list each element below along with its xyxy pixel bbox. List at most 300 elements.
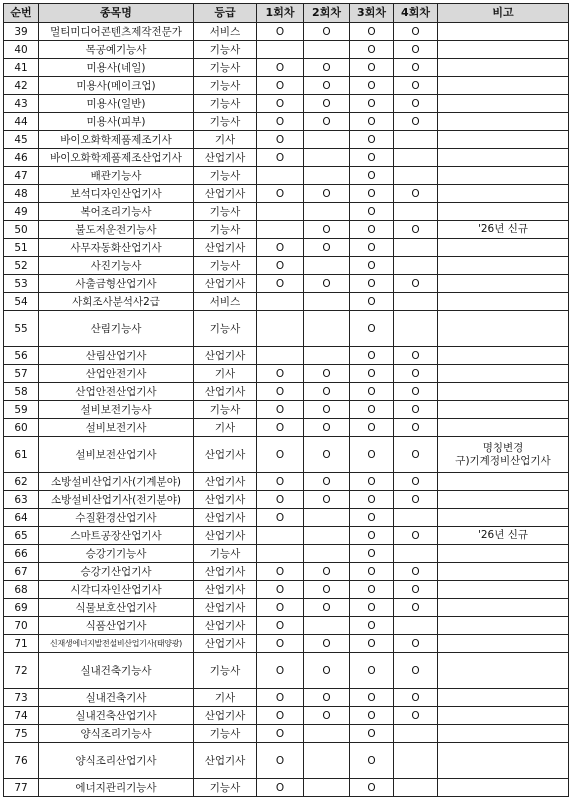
- note-cell: 명칭변경 구)기계정비산업기사: [438, 437, 569, 473]
- table-row: [4, 239, 569, 257]
- table-row: [4, 563, 569, 581]
- round-1-cell: O: [257, 95, 304, 113]
- note-cell: [438, 113, 569, 131]
- round-2-cell: O: [304, 599, 350, 617]
- row-number-cell: 67: [4, 563, 39, 581]
- item-name-cell: 설비보전산업기사: [39, 437, 194, 473]
- round-4-cell: [394, 131, 438, 149]
- note-cell: [438, 491, 569, 509]
- round-1-cell: O: [257, 419, 304, 437]
- grade-cell: 산업기사: [194, 383, 257, 401]
- grade-cell: 기능사: [194, 95, 257, 113]
- round-1-cell: O: [257, 77, 304, 95]
- note-cell: [438, 311, 569, 347]
- grade-cell: 산업기사: [194, 599, 257, 617]
- round-3-cell: O: [350, 365, 394, 383]
- round-2-cell: [304, 725, 350, 743]
- note-cell: [438, 725, 569, 743]
- note-cell: [438, 131, 569, 149]
- grade-cell: 기능사: [194, 41, 257, 59]
- round-4-cell: O: [394, 401, 438, 419]
- round-4-cell: [394, 617, 438, 635]
- round-4-cell: [394, 311, 438, 347]
- round-4-cell: [394, 167, 438, 185]
- row-number-cell: 57: [4, 365, 39, 383]
- round-2-cell: [304, 743, 350, 779]
- row-number-cell: 43: [4, 95, 39, 113]
- row-number-cell: 48: [4, 185, 39, 203]
- round-4-cell: [394, 239, 438, 257]
- round-2-cell: O: [304, 419, 350, 437]
- grade-cell: 서비스: [194, 293, 257, 311]
- row-number-cell: 55: [4, 311, 39, 347]
- table-row: [4, 293, 569, 311]
- round-3-cell: O: [350, 59, 394, 77]
- round-3-cell: O: [350, 635, 394, 653]
- grade-cell: 기능사: [194, 113, 257, 131]
- item-name-cell: 승강기산업기사: [39, 563, 194, 581]
- grade-cell: 기능사: [194, 59, 257, 77]
- table-row: [4, 167, 569, 185]
- item-name-cell: 수질환경산업기사: [39, 509, 194, 527]
- exam-schedule-table: [3, 3, 569, 797]
- round-4-cell: O: [394, 707, 438, 725]
- round-1-cell: O: [257, 707, 304, 725]
- item-name-cell: 양식조리기능사: [39, 725, 194, 743]
- item-name-cell: 실내건축산업기사: [39, 707, 194, 725]
- table-row: [4, 743, 569, 779]
- note-cell: [438, 41, 569, 59]
- item-name-cell: 미용사(네일): [39, 59, 194, 77]
- round-3-cell: O: [350, 347, 394, 365]
- round-4-cell: O: [394, 473, 438, 491]
- round-4-cell: [394, 149, 438, 167]
- item-name-cell: 바이오화학제품제조기사: [39, 131, 194, 149]
- round-1-cell: O: [257, 563, 304, 581]
- row-number-cell: 42: [4, 77, 39, 95]
- round-4-cell: O: [394, 41, 438, 59]
- round-2-cell: [304, 203, 350, 221]
- table-row: [4, 491, 569, 509]
- round-1-cell: O: [257, 149, 304, 167]
- grade-cell: 산업기사: [194, 509, 257, 527]
- round-3-cell: O: [350, 491, 394, 509]
- round-1-cell: [257, 221, 304, 239]
- round-1-cell: [257, 203, 304, 221]
- table-row: [4, 77, 569, 95]
- header-round-1: 1회차: [257, 4, 304, 23]
- header-no: 순번: [4, 4, 39, 23]
- round-4-cell: [394, 743, 438, 779]
- round-1-cell: O: [257, 653, 304, 689]
- round-3-cell: O: [350, 545, 394, 563]
- header-round-2: 2회차: [304, 4, 350, 23]
- note-cell: [438, 347, 569, 365]
- round-2-cell: O: [304, 707, 350, 725]
- round-4-cell: O: [394, 347, 438, 365]
- round-3-cell: O: [350, 653, 394, 689]
- round-3-cell: O: [350, 149, 394, 167]
- round-4-cell: O: [394, 437, 438, 473]
- header-note: 비고: [438, 4, 569, 23]
- grade-cell: 기능사: [194, 725, 257, 743]
- grade-cell: 산업기사: [194, 635, 257, 653]
- grade-cell: 산업기사: [194, 617, 257, 635]
- round-2-cell: O: [304, 653, 350, 689]
- table-row: [4, 401, 569, 419]
- table-row: [4, 95, 569, 113]
- item-name-cell: 설비보전기능사: [39, 401, 194, 419]
- table-row: [4, 221, 569, 239]
- round-4-cell: O: [394, 581, 438, 599]
- round-3-cell: O: [350, 113, 394, 131]
- round-1-cell: O: [257, 725, 304, 743]
- grade-cell: 기사: [194, 419, 257, 437]
- round-1-cell: O: [257, 131, 304, 149]
- row-number-cell: 46: [4, 149, 39, 167]
- round-1-cell: O: [257, 743, 304, 779]
- round-4-cell: O: [394, 491, 438, 509]
- table-row: [4, 257, 569, 275]
- row-number-cell: 63: [4, 491, 39, 509]
- round-4-cell: O: [394, 689, 438, 707]
- item-name-cell: 복어조리기능사: [39, 203, 194, 221]
- header-name: 종목명: [39, 4, 194, 23]
- grade-cell: 기능사: [194, 653, 257, 689]
- round-2-cell: [304, 257, 350, 275]
- round-3-cell: O: [350, 419, 394, 437]
- round-4-cell: O: [394, 653, 438, 689]
- round-4-cell: O: [394, 635, 438, 653]
- item-name-cell: 멀티미디어콘텐츠제작전문가: [39, 23, 194, 41]
- round-4-cell: [394, 257, 438, 275]
- table-row: [4, 545, 569, 563]
- round-2-cell: [304, 527, 350, 545]
- round-2-cell: [304, 293, 350, 311]
- item-name-cell: 신재생에너지발전설비산업기사(태양광): [39, 635, 194, 653]
- round-3-cell: O: [350, 725, 394, 743]
- item-name-cell: 사진기능사: [39, 257, 194, 275]
- round-2-cell: O: [304, 221, 350, 239]
- round-1-cell: [257, 167, 304, 185]
- note-cell: [438, 77, 569, 95]
- note-cell: [438, 473, 569, 491]
- round-3-cell: O: [350, 41, 394, 59]
- row-number-cell: 54: [4, 293, 39, 311]
- round-4-cell: O: [394, 59, 438, 77]
- grade-cell: 기능사: [194, 257, 257, 275]
- note-cell: [438, 59, 569, 77]
- round-2-cell: O: [304, 383, 350, 401]
- round-3-cell: O: [350, 581, 394, 599]
- header-round-4: 4회차: [394, 4, 438, 23]
- round-4-cell: [394, 293, 438, 311]
- round-3-cell: O: [350, 293, 394, 311]
- round-2-cell: O: [304, 491, 350, 509]
- item-name-cell: 바이오화학제품제조산업기사: [39, 149, 194, 167]
- row-number-cell: 45: [4, 131, 39, 149]
- table-row: [4, 437, 569, 473]
- grade-cell: 산업기사: [194, 563, 257, 581]
- table-row: [4, 725, 569, 743]
- table-row: [4, 365, 569, 383]
- row-number-cell: 69: [4, 599, 39, 617]
- round-4-cell: O: [394, 113, 438, 131]
- round-3-cell: O: [350, 77, 394, 95]
- row-number-cell: 66: [4, 545, 39, 563]
- row-number-cell: 50: [4, 221, 39, 239]
- round-2-cell: O: [304, 95, 350, 113]
- round-1-cell: O: [257, 401, 304, 419]
- table-row: [4, 275, 569, 293]
- note-cell: [438, 257, 569, 275]
- round-4-cell: O: [394, 221, 438, 239]
- note-cell: [438, 653, 569, 689]
- round-1-cell: O: [257, 59, 304, 77]
- table-row: [4, 203, 569, 221]
- row-number-cell: 73: [4, 689, 39, 707]
- row-number-cell: 61: [4, 437, 39, 473]
- item-name-cell: 스마트공장산업기사: [39, 527, 194, 545]
- round-1-cell: O: [257, 617, 304, 635]
- item-name-cell: 산업안전기사: [39, 365, 194, 383]
- item-name-cell: 산업안전산업기사: [39, 383, 194, 401]
- round-3-cell: O: [350, 185, 394, 203]
- note-cell: [438, 563, 569, 581]
- round-2-cell: O: [304, 401, 350, 419]
- note-cell: [438, 617, 569, 635]
- round-4-cell: O: [394, 365, 438, 383]
- note-cell: [438, 203, 569, 221]
- round-2-cell: O: [304, 635, 350, 653]
- round-1-cell: O: [257, 185, 304, 203]
- grade-cell: 산업기사: [194, 437, 257, 473]
- item-name-cell: 배관기능사: [39, 167, 194, 185]
- item-name-cell: 사무자동화산업기사: [39, 239, 194, 257]
- round-1-cell: O: [257, 365, 304, 383]
- note-cell: [438, 167, 569, 185]
- table-row: [4, 149, 569, 167]
- row-number-cell: 56: [4, 347, 39, 365]
- round-3-cell: O: [350, 437, 394, 473]
- item-name-cell: 소방설비산업기사(기계분야): [39, 473, 194, 491]
- round-1-cell: [257, 311, 304, 347]
- round-1-cell: O: [257, 509, 304, 527]
- note-cell: [438, 185, 569, 203]
- grade-cell: 기능사: [194, 311, 257, 347]
- row-number-cell: 40: [4, 41, 39, 59]
- round-1-cell: O: [257, 491, 304, 509]
- item-name-cell: 미용사(메이크업): [39, 77, 194, 95]
- round-2-cell: O: [304, 437, 350, 473]
- item-name-cell: 불도저운전기능사: [39, 221, 194, 239]
- grade-cell: 산업기사: [194, 707, 257, 725]
- round-1-cell: O: [257, 779, 304, 797]
- round-3-cell: O: [350, 617, 394, 635]
- table-row: [4, 59, 569, 77]
- round-1-cell: O: [257, 257, 304, 275]
- grade-cell: 기능사: [194, 545, 257, 563]
- round-4-cell: [394, 725, 438, 743]
- row-number-cell: 53: [4, 275, 39, 293]
- note-cell: [438, 599, 569, 617]
- table-row: [4, 347, 569, 365]
- table-row: [4, 473, 569, 491]
- round-2-cell: O: [304, 239, 350, 257]
- round-3-cell: O: [350, 275, 394, 293]
- grade-cell: 기사: [194, 689, 257, 707]
- round-1-cell: O: [257, 599, 304, 617]
- grade-cell: 산업기사: [194, 527, 257, 545]
- row-number-cell: 75: [4, 725, 39, 743]
- grade-cell: 기능사: [194, 779, 257, 797]
- round-2-cell: O: [304, 365, 350, 383]
- round-4-cell: [394, 509, 438, 527]
- round-2-cell: O: [304, 275, 350, 293]
- row-number-cell: 51: [4, 239, 39, 257]
- round-1-cell: [257, 293, 304, 311]
- round-4-cell: O: [394, 383, 438, 401]
- round-2-cell: [304, 149, 350, 167]
- row-number-cell: 49: [4, 203, 39, 221]
- item-name-cell: 설비보전기사: [39, 419, 194, 437]
- note-cell: [438, 383, 569, 401]
- grade-cell: 기능사: [194, 77, 257, 95]
- grade-cell: 서비스: [194, 23, 257, 41]
- table-row: [4, 527, 569, 545]
- header-row: [4, 4, 569, 23]
- item-name-cell: 식물보호산업기사: [39, 599, 194, 617]
- round-1-cell: O: [257, 689, 304, 707]
- round-3-cell: O: [350, 401, 394, 419]
- round-3-cell: O: [350, 203, 394, 221]
- row-number-cell: 58: [4, 383, 39, 401]
- table-row: [4, 509, 569, 527]
- grade-cell: 산업기사: [194, 275, 257, 293]
- row-number-cell: 68: [4, 581, 39, 599]
- grade-cell: 산업기사: [194, 239, 257, 257]
- item-name-cell: 에너지관리기능사: [39, 779, 194, 797]
- table-row: [4, 383, 569, 401]
- round-2-cell: O: [304, 77, 350, 95]
- row-number-cell: 64: [4, 509, 39, 527]
- round-3-cell: O: [350, 599, 394, 617]
- round-2-cell: [304, 167, 350, 185]
- note-cell: [438, 23, 569, 41]
- note-cell: [438, 419, 569, 437]
- row-number-cell: 47: [4, 167, 39, 185]
- round-4-cell: [394, 203, 438, 221]
- round-1-cell: [257, 545, 304, 563]
- round-2-cell: [304, 41, 350, 59]
- table-row: [4, 617, 569, 635]
- note-cell: [438, 635, 569, 653]
- item-name-cell: 산림기능사: [39, 311, 194, 347]
- note-cell: '26년 신규: [438, 527, 569, 545]
- table-row: [4, 419, 569, 437]
- round-3-cell: O: [350, 743, 394, 779]
- grade-cell: 산업기사: [194, 473, 257, 491]
- round-3-cell: O: [350, 221, 394, 239]
- note-cell: [438, 707, 569, 725]
- note-cell: [438, 149, 569, 167]
- item-name-cell: 시각디자인산업기사: [39, 581, 194, 599]
- item-name-cell: 실내건축기능사: [39, 653, 194, 689]
- round-3-cell: O: [350, 689, 394, 707]
- row-number-cell: 70: [4, 617, 39, 635]
- item-name-cell: 양식조리산업기사: [39, 743, 194, 779]
- round-3-cell: O: [350, 383, 394, 401]
- round-1-cell: O: [257, 581, 304, 599]
- round-2-cell: O: [304, 563, 350, 581]
- round-4-cell: O: [394, 527, 438, 545]
- round-3-cell: O: [350, 779, 394, 797]
- round-1-cell: O: [257, 383, 304, 401]
- round-1-cell: O: [257, 275, 304, 293]
- round-4-cell: O: [394, 95, 438, 113]
- grade-cell: 기능사: [194, 167, 257, 185]
- row-number-cell: 62: [4, 473, 39, 491]
- round-3-cell: O: [350, 257, 394, 275]
- item-name-cell: 미용사(일반): [39, 95, 194, 113]
- round-1-cell: O: [257, 473, 304, 491]
- row-number-cell: 65: [4, 527, 39, 545]
- row-number-cell: 44: [4, 113, 39, 131]
- row-number-cell: 71: [4, 635, 39, 653]
- table-row: [4, 311, 569, 347]
- round-4-cell: O: [394, 275, 438, 293]
- table-row: [4, 653, 569, 689]
- row-number-cell: 74: [4, 707, 39, 725]
- note-cell: '26년 신규: [438, 221, 569, 239]
- note-cell: [438, 365, 569, 383]
- round-2-cell: [304, 545, 350, 563]
- table-row: [4, 599, 569, 617]
- round-2-cell: O: [304, 113, 350, 131]
- grade-cell: 기능사: [194, 221, 257, 239]
- round-1-cell: O: [257, 23, 304, 41]
- note-cell: [438, 779, 569, 797]
- table-row: [4, 779, 569, 797]
- note-cell: [438, 689, 569, 707]
- grade-cell: 산업기사: [194, 743, 257, 779]
- grade-cell: 기능사: [194, 401, 257, 419]
- round-3-cell: O: [350, 23, 394, 41]
- table-row: [4, 707, 569, 725]
- note-cell: [438, 95, 569, 113]
- grade-cell: 산업기사: [194, 149, 257, 167]
- grade-cell: 산업기사: [194, 347, 257, 365]
- round-4-cell: O: [394, 23, 438, 41]
- item-name-cell: 목공예기능사: [39, 41, 194, 59]
- row-number-cell: 39: [4, 23, 39, 41]
- grade-cell: 기능사: [194, 203, 257, 221]
- round-3-cell: O: [350, 473, 394, 491]
- table-row: [4, 41, 569, 59]
- round-2-cell: [304, 311, 350, 347]
- round-3-cell: O: [350, 707, 394, 725]
- round-2-cell: [304, 509, 350, 527]
- round-3-cell: O: [350, 167, 394, 185]
- round-3-cell: O: [350, 95, 394, 113]
- header-grade: 등급: [194, 4, 257, 23]
- row-number-cell: 41: [4, 59, 39, 77]
- table-row: [4, 581, 569, 599]
- round-4-cell: [394, 779, 438, 797]
- grade-cell: 기사: [194, 365, 257, 383]
- round-2-cell: [304, 131, 350, 149]
- row-number-cell: 76: [4, 743, 39, 779]
